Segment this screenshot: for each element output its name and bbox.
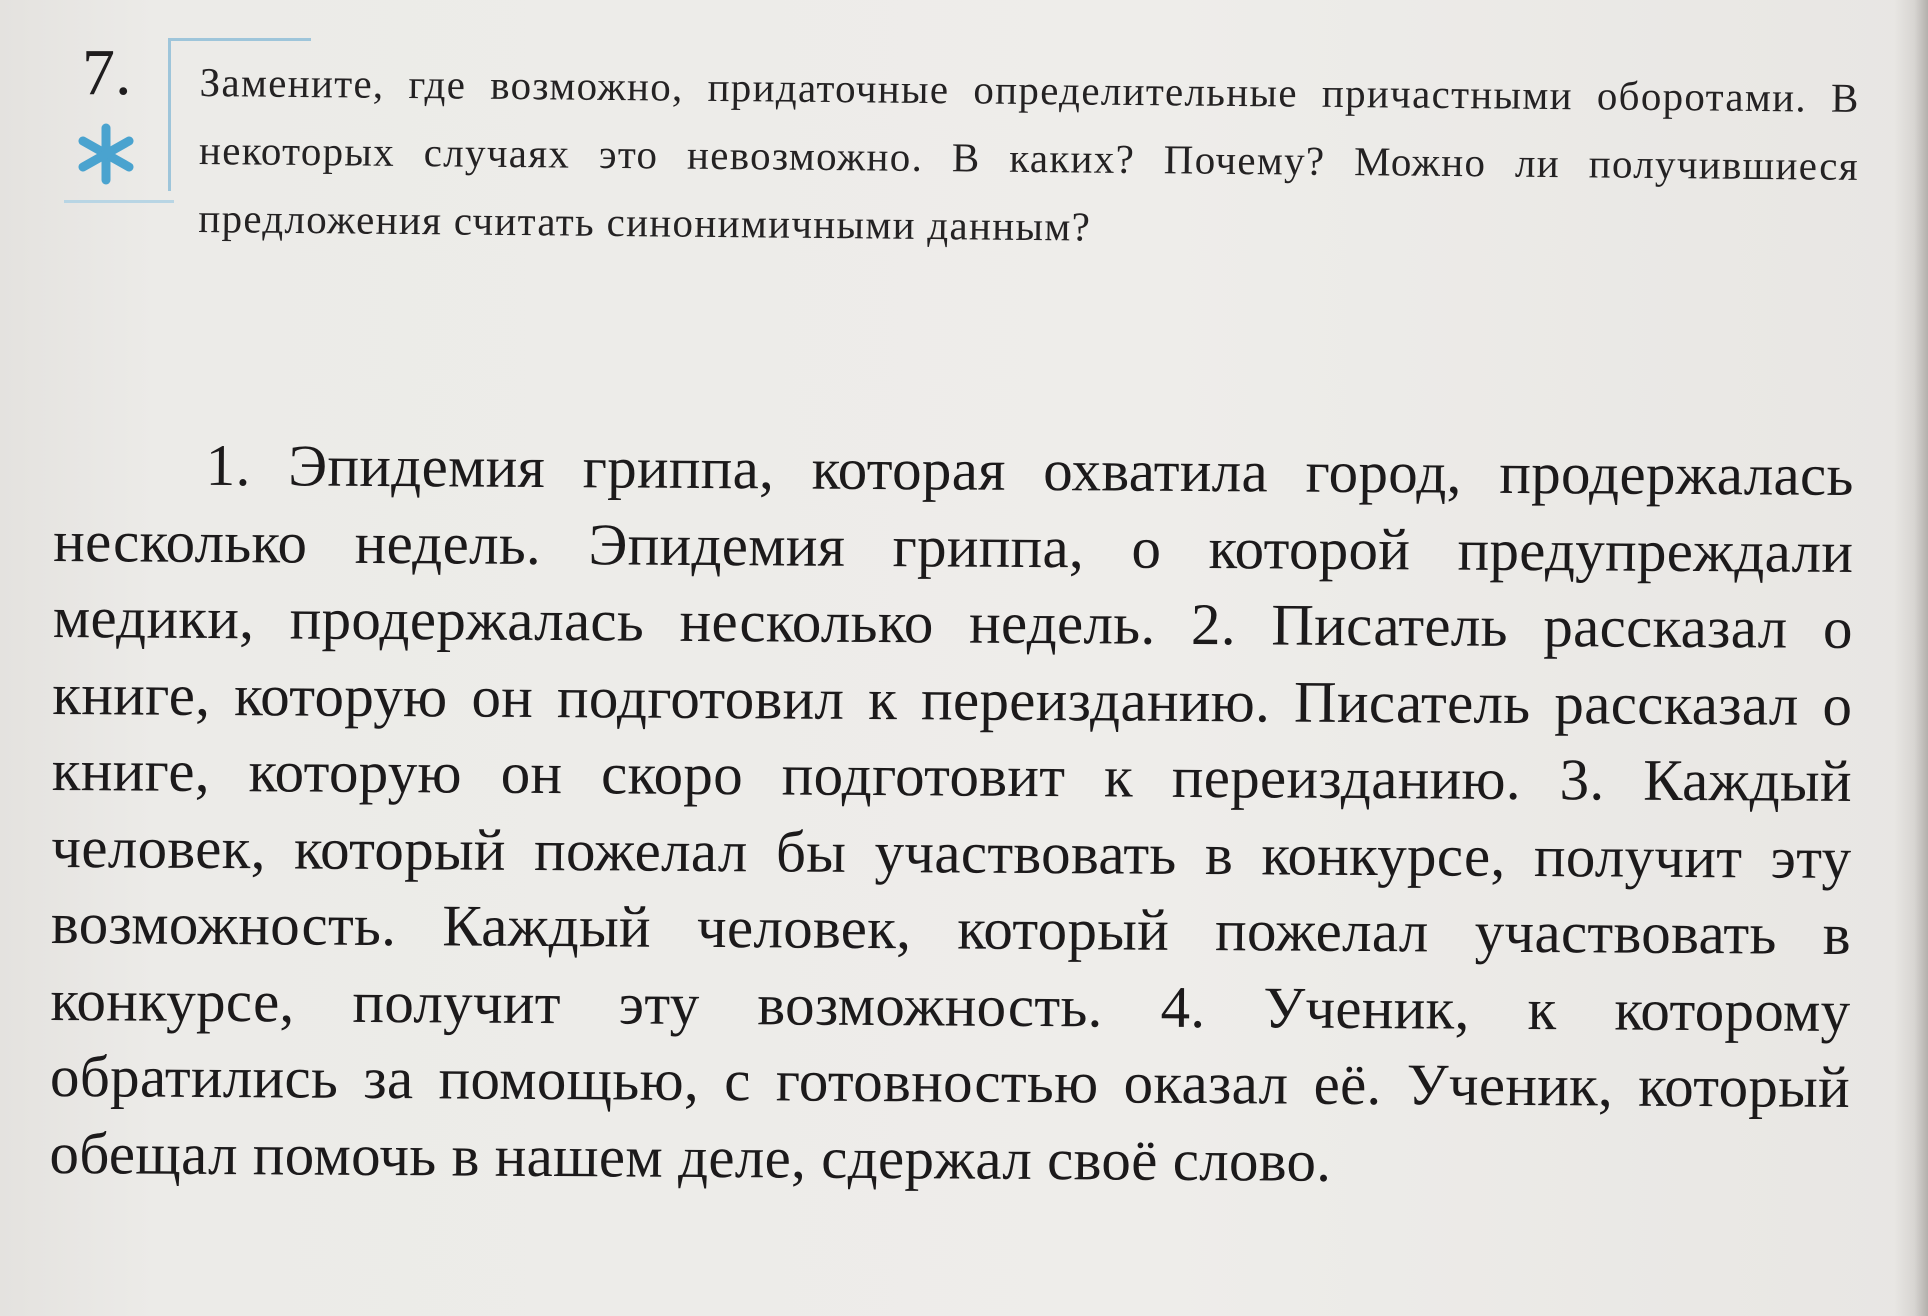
page-edge-shadow xyxy=(1894,0,1928,1316)
asterisk-icon xyxy=(74,122,138,186)
exercise-text: 1. Эпидемия гриппа, которая охватила город, продержалась несколько недель. Эпидемия гриппа, о которой предупреждали медики, продержалась несколько недель. 2. Писатель рассказал о книге, которую он подготовил к переизданию. Писатель рассказал о книге, которую он скоро подготовит к переизданию. 3. Каждый человек, который пожелал бы участвовать в конкурсе, получит эту возможность. Каждый человек, который пожелал участвовать в конкурсе, получит эту возможность. 4. Ученик, к которому обратились за помощью, с готовностью оказал её. Ученик, который обещал помочь в нашем деле, сдержал своё слово. xyxy=(49,431,1854,1194)
exercise-task: Замените, где возможно, придаточные определительные причастными оборотами. В некоторых случаях это невозможно. В каких? Почему? Можно ли получившиеся предложения считать синонимичными данным? xyxy=(198,58,1860,250)
exercise-number: 7. xyxy=(82,36,132,109)
marker-divider xyxy=(64,200,174,203)
